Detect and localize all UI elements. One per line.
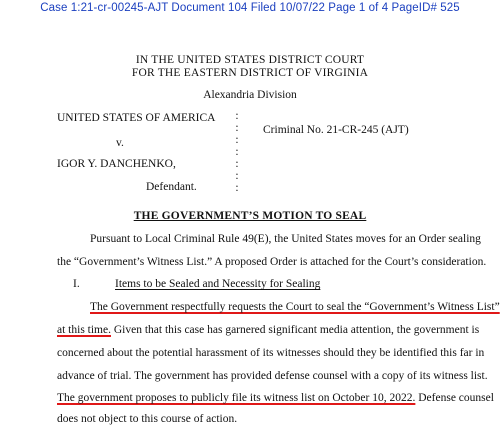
paragraph-2-line: concerned about the potential harassment of its witnesses should they be identified this far in bbox=[57, 347, 485, 359]
caption-colon: : bbox=[235, 158, 239, 170]
court-heading bbox=[0, 54, 500, 80]
division-line: Alexandria Division bbox=[203, 89, 297, 101]
caption-colon: : bbox=[235, 182, 239, 194]
versus-label: v. bbox=[116, 137, 124, 149]
paragraph-1-line: Pursuant to Local Criminal Rule 49(E), the United States moves for an Order sealing bbox=[90, 233, 481, 245]
motion-title: THE GOVERNMENT’S MOTION TO SEAL bbox=[133, 210, 367, 222]
case-number: Criminal No. 21-CR-245 (AJT) bbox=[263, 124, 409, 136]
paragraph-2-line bbox=[57, 324, 479, 336]
section-number: I. bbox=[73, 278, 80, 290]
court-district-line: FOR THE EASTERN DISTRICT OF VIRGINIA bbox=[131, 67, 369, 79]
paragraph-1-line: the “Government’s Witness List.” A proposed Order is attached for the Court’s consideration. bbox=[57, 256, 487, 268]
highlighted-phrase: at this time. bbox=[57, 324, 111, 336]
court-name-line: IN THE UNITED STATES DISTRICT COURT bbox=[135, 54, 365, 66]
section-heading: Items to be Sealed and Necessity for Sealing bbox=[115, 278, 321, 290]
caption-colon: : bbox=[235, 146, 239, 158]
paragraph-2-line: does not object to this course of action. bbox=[57, 413, 238, 425]
highlighted-sentence: The government proposes to publicly file its witness list on October 10, 2022. bbox=[57, 392, 416, 404]
plaintiff-name: UNITED STATES OF AMERICA bbox=[57, 112, 216, 124]
highlighted-sentence-line: The Government respectfully requests the Court to seal the “Government’s Witness List” bbox=[90, 301, 500, 313]
case-header-stamp: Case 1:21-cr-00245-AJT Document 104 Filed 10/07/22 Page 1 of 4 PageID# 525 bbox=[40, 2, 460, 14]
caption-colon: : bbox=[235, 170, 239, 182]
paragraph-2-text: Defense counsel bbox=[415, 392, 494, 404]
defendant-role: Defendant. bbox=[146, 181, 197, 193]
paragraph-2-line: advance of trial. The government has provided defense counsel with a copy of its witness list. bbox=[57, 370, 488, 382]
caption-colon: : bbox=[235, 110, 239, 122]
caption-colon: : bbox=[235, 134, 239, 146]
paragraph-2-line bbox=[57, 392, 494, 404]
paragraph-2-text: Given that this case has garnered significant media attention, the government is bbox=[110, 324, 480, 336]
caption-colon: : bbox=[235, 122, 239, 134]
defendant-name: IGOR Y. DANCHENKO, bbox=[57, 158, 176, 170]
